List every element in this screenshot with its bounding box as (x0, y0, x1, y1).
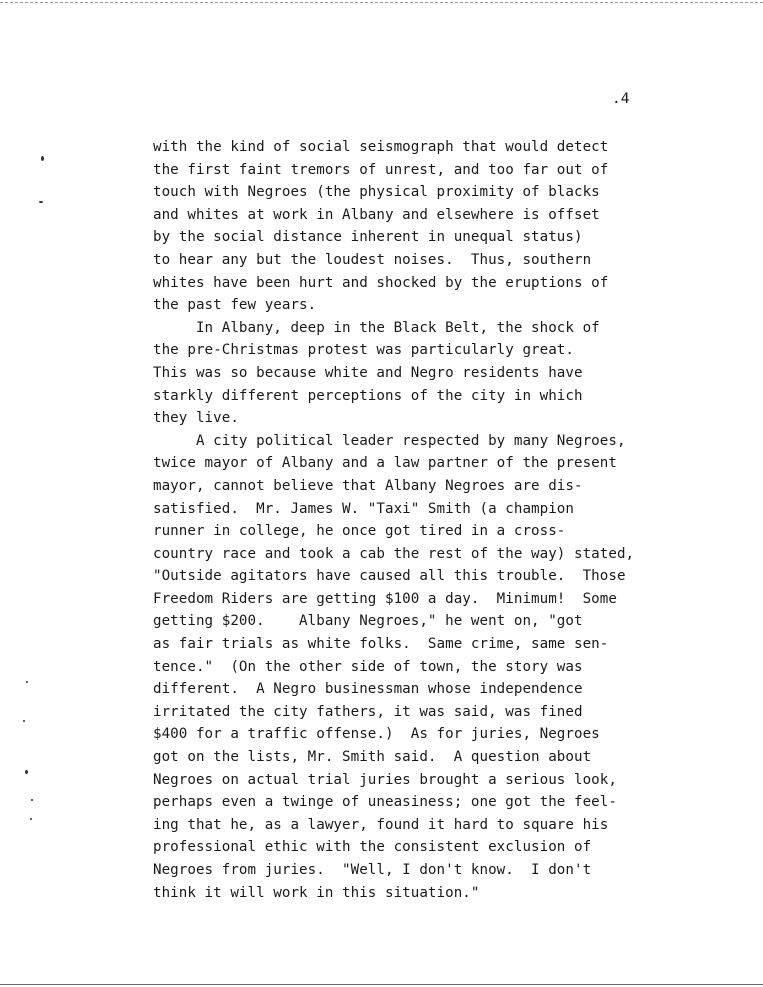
text-line: the first faint tremors of unrest, and too far out of (153, 161, 609, 178)
text-line: This was so because white and Negro residents have (153, 364, 583, 381)
text-line: "Outside agitators have caused all this trouble. Those (153, 568, 626, 585)
page-bottom-edge (0, 984, 763, 985)
text-line: twice mayor of Albany and a law partner of the present (153, 455, 617, 472)
scan-speck (41, 156, 44, 161)
text-line: ing that he, as a lawyer, found it hard to square his (153, 816, 609, 833)
text-line: touch with Negroes (the physical proximity of blacks (153, 184, 600, 201)
text-line: to hear any but the loudest noises. Thus, southern (153, 251, 592, 268)
text-line: getting $200. Albany Negroes," he went on, "got (153, 613, 583, 630)
scan-speck (25, 770, 28, 774)
text-line: perhaps even a twinge of uneasiness; one got the feel- (153, 794, 617, 811)
text-line: A city political leader respected by many Negroes, (153, 432, 626, 449)
text-line: country race and took a cab the rest of the way) stated, (153, 545, 635, 562)
page-number: .4 (612, 91, 630, 107)
text-line: runner in college, he once got tired in a cross- (153, 523, 566, 540)
page-top-edge (0, 2, 763, 3)
text-line: Negroes from juries. "Well, I don't know. I don't (153, 862, 592, 878)
text-line: Freedom Riders are getting $100 a day. Minimum! Some (153, 590, 617, 607)
text-line: by the social distance inherent in unequal status) (153, 229, 583, 246)
text-line: whites have been hurt and shocked by the eruptions of (153, 274, 609, 291)
text-line: mayor, cannot believe that Albany Negroes are dis- (153, 477, 583, 494)
text-line: the pre-Christmas protest was particularly great. (153, 342, 574, 359)
scan-speck (26, 681, 28, 683)
text-line: think it will work in this situation." (153, 884, 480, 901)
text-line: starkly different perceptions of the city in which (153, 387, 583, 404)
text-line: irritated the city fathers, it was said, was fined (153, 703, 583, 720)
text-line: the past few years. (153, 297, 317, 314)
text-line: different. A Negro businessman whose independence (153, 681, 583, 698)
text-line: got on the lists, Mr. Smith said. A question about (153, 749, 592, 766)
text-line: as fair trials as white folks. Same crime, same sen- (153, 636, 609, 653)
text-line: $400 for a traffic offense.) As for juries, Negroes (153, 726, 600, 743)
text-line: and whites at work in Albany and elsewhere is offset (153, 206, 600, 223)
text-line: satisfied. Mr. James W. "Taxi" Smith (a champion (153, 500, 574, 517)
scan-speck (23, 720, 25, 722)
scan-speck (31, 799, 33, 801)
scan-speck (30, 818, 32, 820)
typed-body-text (153, 136, 753, 904)
text-line: they live. (153, 410, 239, 427)
text-line: Negroes on actual trial juries brought a serious look, (153, 771, 617, 788)
text-line: tence." (On the other side of town, the story was (153, 658, 583, 675)
text-line: with the kind of social seismograph that would detect (153, 139, 609, 155)
text-line: professional ethic with the consistent exclusion of (153, 839, 592, 856)
text-line: In Albany, deep in the Black Belt, the shock of (153, 319, 600, 336)
scan-speck (39, 201, 43, 203)
